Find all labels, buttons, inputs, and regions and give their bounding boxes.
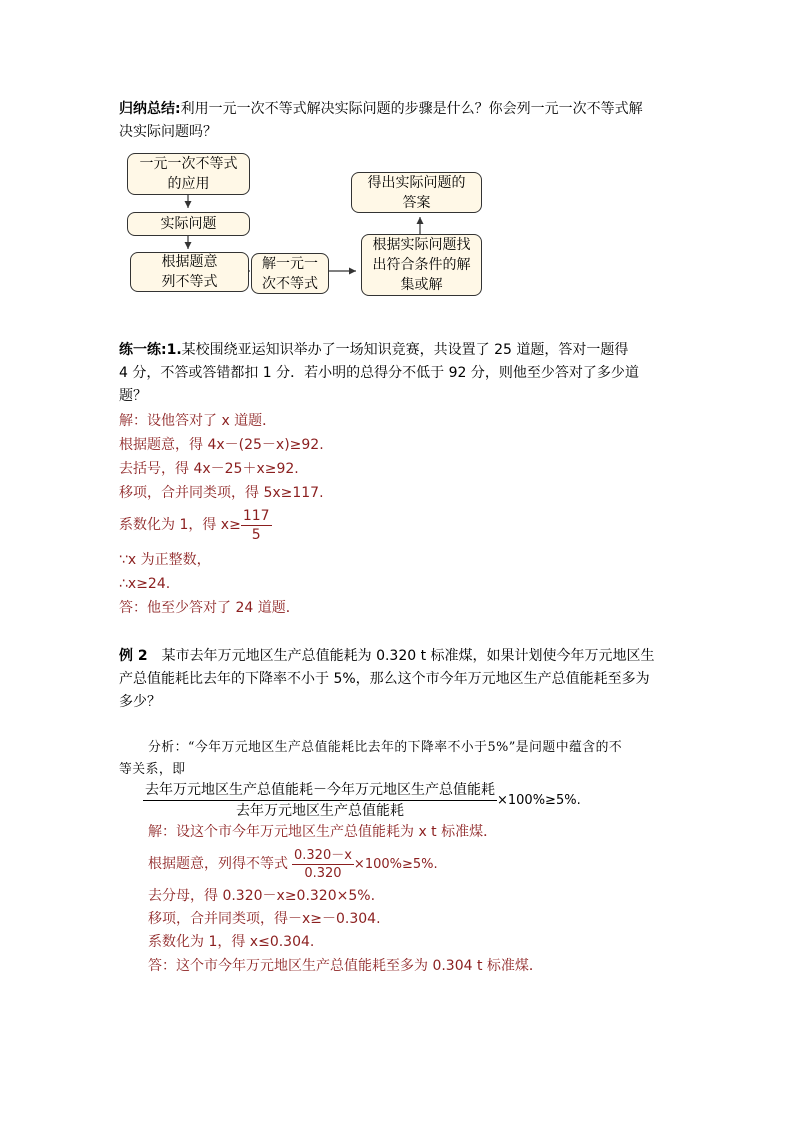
practice-solution-6: ∵x 为正整数， (119, 552, 211, 568)
practice-fraction (241, 509, 272, 542)
example-solution-2-prefix: 根据题意，列得不等式 (148, 856, 288, 872)
example-big-fraction (143, 783, 581, 818)
example-solution-6: 答：这个市今年万元地区生产总值能耗至多为 0.304 t 标准煤． (148, 958, 543, 974)
flowchart-box-real-problem: 实际问题 (127, 212, 250, 236)
practice-fraction-denominator: 5 (251, 526, 261, 543)
summary-line-1 (119, 98, 643, 120)
example-line-2: 产总值能耗比去年的下降率不小于 5%，那么这个市今年万元地区生产总值能耗至多为 (119, 671, 650, 687)
example-solution-1: 解：设这个市今年万元地区生产总值能耗为 x t 标准煤． (148, 824, 498, 840)
example-solution-fraction-denominator: 0.320 (304, 865, 342, 881)
practice-line-2: 4 分，不答或答错都扣 1 分．若小明的总得分不低于 92 分，则他至少答对了多少道 (119, 365, 639, 381)
example-line-3: 多少？ (119, 694, 161, 710)
practice-solution-4: 移项，合并同类项，得 5x≥117. (119, 485, 324, 501)
practice-solution-2: 根据题意，得 4x－(25－x)≥92. (119, 437, 324, 453)
flowchart-box-application: 一元一次不等式 的应用 (127, 153, 250, 195)
example-solution-2-suffix: ×100%≥5%. (353, 857, 438, 872)
example-solution-4: 移项，合并同类项，得－x≥－0.304. (148, 911, 381, 927)
example-solution-2 (148, 844, 438, 885)
practice-solution-1: 解：设他答对了 x 道题． (119, 413, 277, 429)
flowchart-box-answer: 得出实际问题的 答案 (351, 172, 482, 213)
practice-number: 1. (166, 342, 182, 358)
practice-fraction-numerator: 117 (242, 507, 270, 524)
example-big-fraction-suffix: ×100%≥5%. (497, 793, 581, 808)
practice-solution-3: 去括号，得 4x－25＋x≥92. (119, 461, 299, 477)
example-solution-5: 系数化为 1，得 x≤0.304. (148, 934, 315, 950)
example-big-fraction-numerator: 去年万元地区生产总值能耗－今年万元地区生产总值能耗 (143, 783, 497, 801)
summary-question-1: 利用一元一次不等式解决实际问题的步骤是什么？你会列一元一次不等式解 (180, 101, 643, 117)
practice-question-1: 某校围绕亚运知识举办了一场知识竞赛，共设置了 25 道题，答对一题得 (181, 342, 629, 358)
practice-line-3: 题？ (119, 388, 147, 404)
flowchart-box-write-inequality: 根据题意 列不等式 (130, 252, 249, 292)
summary-line-2: 决实际问题吗？ (119, 124, 217, 140)
example-big-fraction-body (143, 783, 497, 818)
example-analysis-1: 分析：“今年万元地区生产总值能耗比去年的下降率不小于5%”是问题中蕴含的不 (148, 740, 623, 755)
example-solution-3: 去分母，得 0.320－x≥0.320×5%. (148, 888, 376, 904)
example-solution-fraction-numerator: 0.320－x (294, 847, 352, 863)
example-analysis-2: 等关系，即 (119, 762, 186, 777)
example-label: 例 2 (119, 648, 148, 664)
practice-solution-5 (119, 505, 272, 545)
flowchart-box-solve-inequality: 解一元一 次不等式 (251, 253, 329, 294)
summary-label: 归纳总结: (119, 101, 181, 117)
example-question-1: 某市去年万元地区生产总值能耗为 0.320 t 标准煤，如果计划使今年万元地区生 (161, 648, 655, 664)
example-solution-fraction (292, 849, 354, 880)
practice-solution-5-prefix: 系数化为 1，得 x≥ (119, 517, 241, 533)
practice-solution-7: ∴x≥24. (119, 576, 171, 592)
practice-line-1 (119, 339, 628, 361)
practice-label: 练一练: (119, 342, 167, 358)
example-line-1 (119, 645, 655, 667)
flowchart-box-find-solution: 根据实际问题找 出符合条件的解 集或解 (361, 234, 482, 296)
practice-solution-8: 答：他至少答对了 24 道题． (119, 600, 300, 616)
example-big-fraction-denominator: 去年万元地区生产总值能耗 (236, 803, 404, 819)
